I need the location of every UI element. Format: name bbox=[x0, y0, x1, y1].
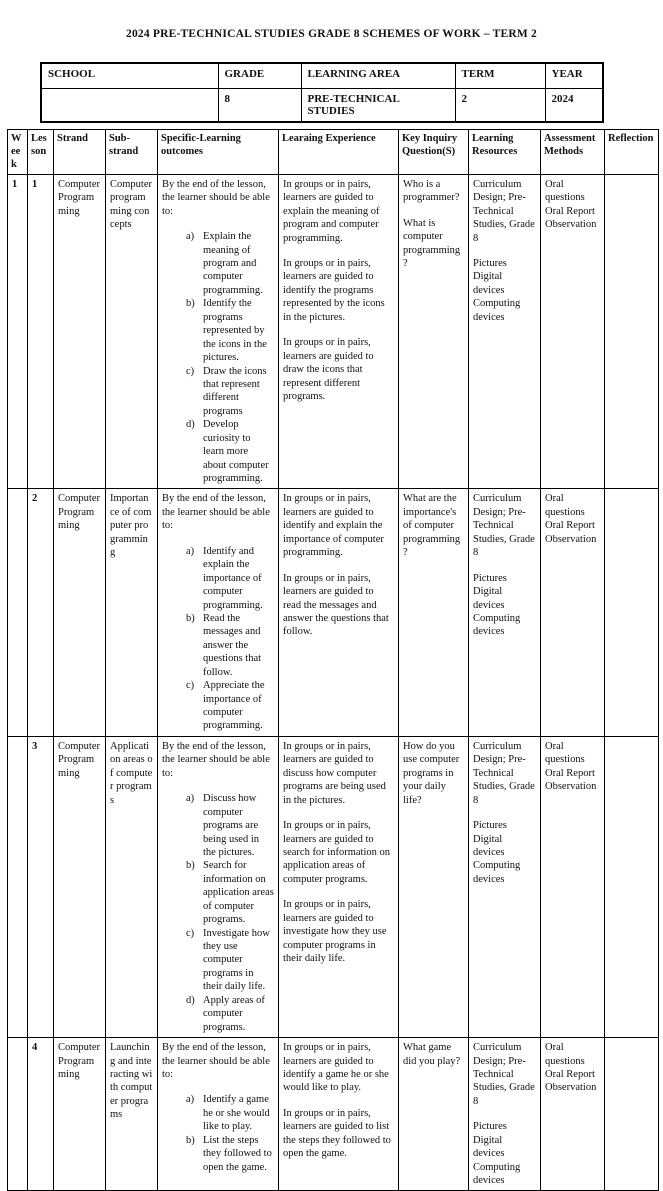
outcome-marker: c) bbox=[186, 679, 203, 733]
page-title: 2024 PRE-TECHNICAL STUDIES GRADE 8 SCHEMES OF WORK – TERM 2 bbox=[4, 28, 659, 40]
week-cell: 1 bbox=[8, 174, 28, 489]
outcomes-cell bbox=[158, 174, 279, 489]
resource-main: Curriculum Design; Pre-Technical Studies, Grade 8 bbox=[473, 1041, 536, 1108]
outcome-item bbox=[186, 1093, 274, 1133]
info-header-school: SCHOOL bbox=[41, 63, 218, 88]
assessment-method: Oral questions bbox=[545, 1041, 600, 1068]
resources-cell bbox=[469, 1038, 541, 1191]
experience-cell bbox=[279, 736, 399, 1037]
resources-cell bbox=[469, 489, 541, 736]
schemes-table bbox=[7, 129, 659, 1191]
resource-item-group bbox=[473, 819, 536, 886]
info-header-year: YEAR bbox=[545, 63, 603, 88]
experience-cell bbox=[279, 489, 399, 736]
assessment-method: Oral Report bbox=[545, 519, 600, 532]
assessment-method: Observation bbox=[545, 780, 600, 793]
outcome-item bbox=[186, 994, 274, 1034]
info-value-grade: 8 bbox=[218, 88, 301, 122]
resource-item: Computing devices bbox=[473, 859, 536, 886]
inquiry-question: What are the importance's of computer programming ? bbox=[403, 492, 464, 559]
assessment-method: Observation bbox=[545, 218, 600, 231]
assessment-method: Observation bbox=[545, 533, 600, 546]
outcome-text: Explain the meaning of program and computer programming. bbox=[203, 230, 274, 297]
lesson-row bbox=[8, 174, 659, 489]
resource-item: Computing devices bbox=[473, 297, 536, 324]
outcome-item bbox=[186, 230, 274, 297]
outcome-item bbox=[186, 679, 274, 733]
assessment-method: Observation bbox=[545, 1081, 600, 1094]
outcome-text: Apply areas of computer programs. bbox=[203, 994, 274, 1034]
outcome-text: Appreciate the importance of computer programming. bbox=[203, 679, 274, 733]
outcomes-intro: By the end of the lesson, the learner should be able to: bbox=[162, 492, 274, 532]
assessment-cell bbox=[541, 174, 605, 489]
assessment-method: Oral Report bbox=[545, 767, 600, 780]
outcome-marker: d) bbox=[186, 994, 203, 1034]
outcome-marker: a) bbox=[186, 230, 203, 297]
info-value-row bbox=[41, 88, 603, 122]
outcomes-intro: By the end of the lesson, the learner should be able to: bbox=[162, 178, 274, 218]
resources-cell bbox=[469, 736, 541, 1037]
outcomes-cell bbox=[158, 1038, 279, 1191]
reflection-cell bbox=[605, 1038, 659, 1191]
reflection-cell bbox=[605, 174, 659, 489]
resource-main: Curriculum Design; Pre-Technical Studies, Grade 8 bbox=[473, 740, 536, 807]
experience-paragraph: In groups or in pairs, learners are guided to discuss how computer programs are being used in the pictures. bbox=[283, 740, 394, 807]
outcomes-list bbox=[162, 792, 274, 1034]
outcome-marker: b) bbox=[186, 297, 203, 364]
resource-item: Pictures bbox=[473, 819, 536, 832]
info-header-row bbox=[41, 63, 603, 88]
resource-item-group bbox=[473, 1120, 536, 1187]
info-header-grade: GRADE bbox=[218, 63, 301, 88]
resource-item: Pictures bbox=[473, 572, 536, 585]
outcome-marker: d) bbox=[186, 418, 203, 485]
outcome-item bbox=[186, 792, 274, 859]
outcome-item bbox=[186, 859, 274, 926]
experience-paragraph: In groups or in pairs, learners are guided to draw the icons that represent different programs. bbox=[283, 336, 394, 403]
outcomes-cell bbox=[158, 736, 279, 1037]
outcome-text: Identify a game he or she would like to play. bbox=[203, 1093, 274, 1133]
inquiry-question: What game did you play? bbox=[403, 1041, 464, 1068]
col-header-key-inquiry: Key Inquiry Question(S) bbox=[399, 129, 469, 174]
resource-item: Digital devices bbox=[473, 833, 536, 860]
lesson-cell: 3 bbox=[28, 736, 54, 1037]
inquiry-question: Who is a programmer? bbox=[403, 178, 464, 205]
experience-cell bbox=[279, 174, 399, 489]
outcome-text: Search for information on application areas of computer programs. bbox=[203, 859, 274, 926]
col-header-assessment: Assessment Methods bbox=[541, 129, 605, 174]
resource-item: Digital devices bbox=[473, 585, 536, 612]
outcome-item bbox=[186, 927, 274, 994]
week-cell bbox=[8, 489, 28, 736]
key-inquiry-cell bbox=[399, 736, 469, 1037]
lesson-cell: 2 bbox=[28, 489, 54, 736]
assessment-method: Oral questions bbox=[545, 740, 600, 767]
lesson-row bbox=[8, 489, 659, 736]
experience-paragraph: In groups or in pairs, learners are guided to investigate how they use computer programs in their daily life. bbox=[283, 898, 394, 965]
col-header-experience: Learaing Experience bbox=[279, 129, 399, 174]
experience-paragraph: In groups or in pairs, learners are guided to list the steps they followed to open the game. bbox=[283, 1107, 394, 1161]
outcomes-intro: By the end of the lesson, the learner should be able to: bbox=[162, 740, 274, 780]
col-header-resources: Learning Resources bbox=[469, 129, 541, 174]
assessment-cell bbox=[541, 736, 605, 1037]
key-inquiry-cell bbox=[399, 174, 469, 489]
resource-item: Pictures bbox=[473, 257, 536, 270]
sub-strand-cell: Computer programming concepts bbox=[106, 174, 158, 489]
outcome-item bbox=[186, 418, 274, 485]
lesson-cell: 4 bbox=[28, 1038, 54, 1191]
strand-cell: Computer Programming bbox=[54, 1038, 106, 1191]
experience-paragraph: In groups or in pairs, learners are guided to identify and explain the importance of computer programming. bbox=[283, 492, 394, 559]
experience-paragraph: In groups or in pairs, learners are guided to search for information on application areas of computer programs. bbox=[283, 819, 394, 886]
outcome-marker: a) bbox=[186, 1093, 203, 1133]
inquiry-question: What is computer programming ? bbox=[403, 217, 464, 271]
outcome-text: Draw the icons that represent different programs bbox=[203, 365, 274, 419]
outcome-text: Investigate how they use computer programs in their daily life. bbox=[203, 927, 274, 994]
lesson-row bbox=[8, 1038, 659, 1191]
outcome-marker: a) bbox=[186, 545, 203, 612]
week-cell bbox=[8, 736, 28, 1037]
info-value-learning-area: PRE-TECHNICAL STUDIES bbox=[301, 88, 455, 122]
info-value-year: 2024 bbox=[545, 88, 603, 122]
strand-cell: Computer Programming bbox=[54, 736, 106, 1037]
assessment-method: Oral questions bbox=[545, 178, 600, 205]
experience-paragraph: In groups or in pairs, learners are guided to identify a game he or she would like to play. bbox=[283, 1041, 394, 1095]
info-value-term: 2 bbox=[455, 88, 545, 122]
col-header-strand: Strand bbox=[54, 129, 106, 174]
strand-cell: Computer Programming bbox=[54, 489, 106, 736]
outcome-item bbox=[186, 297, 274, 364]
assessment-method: Oral questions bbox=[545, 492, 600, 519]
outcome-text: List the steps they followed to open the game. bbox=[203, 1134, 274, 1174]
resource-item: Computing devices bbox=[473, 1161, 536, 1188]
col-header-reflection: Reflection bbox=[605, 129, 659, 174]
info-header-learning-area: LEARNING AREA bbox=[301, 63, 455, 88]
outcome-item bbox=[186, 365, 274, 419]
outcomes-cell bbox=[158, 489, 279, 736]
document-page bbox=[0, 28, 663, 1191]
resources-cell bbox=[469, 174, 541, 489]
sub-strand-cell: Launching and interacting with computer programs bbox=[106, 1038, 158, 1191]
outcome-marker: a) bbox=[186, 792, 203, 859]
sub-strand-cell: Application areas of computer programs bbox=[106, 736, 158, 1037]
experience-paragraph: In groups or in pairs, learners are guided to explain the meaning of program and computer programming. bbox=[283, 178, 394, 245]
outcome-text: Identify and explain the importance of computer programming. bbox=[203, 545, 274, 612]
outcome-marker: c) bbox=[186, 365, 203, 419]
inquiry-question: How do you use computer programs in your daily life? bbox=[403, 740, 464, 807]
col-header-lesson: Lesson bbox=[28, 129, 54, 174]
outcome-text: Discuss how computer programs are being used in the pictures. bbox=[203, 792, 274, 859]
lesson-cell: 1 bbox=[28, 174, 54, 489]
assessment-cell bbox=[541, 489, 605, 736]
outcome-marker: c) bbox=[186, 927, 203, 994]
resource-item: Computing devices bbox=[473, 612, 536, 639]
strand-cell: Computer Programming bbox=[54, 174, 106, 489]
assessment-cell bbox=[541, 1038, 605, 1191]
reflection-cell bbox=[605, 736, 659, 1037]
outcome-marker: b) bbox=[186, 612, 203, 679]
assessment-method: Oral Report bbox=[545, 1068, 600, 1081]
schemes-header-row bbox=[8, 129, 659, 174]
resource-item: Pictures bbox=[473, 1120, 536, 1133]
week-cell bbox=[8, 1038, 28, 1191]
outcome-item bbox=[186, 1134, 274, 1174]
col-header-outcomes: Specific-Learning outcomes bbox=[158, 129, 279, 174]
resource-item-group bbox=[473, 572, 536, 639]
info-table bbox=[40, 62, 604, 123]
sub-strand-cell: Importance of computer programming bbox=[106, 489, 158, 736]
outcome-text: Read the messages and answer the questions that follow. bbox=[203, 612, 274, 679]
outcomes-list bbox=[162, 545, 274, 733]
key-inquiry-cell bbox=[399, 1038, 469, 1191]
outcome-marker: b) bbox=[186, 859, 203, 926]
resource-main: Curriculum Design; Pre-Technical Studies, Grade 8 bbox=[473, 178, 536, 245]
info-value-school bbox=[41, 88, 218, 122]
outcome-text: Develop curiosity to learn more about computer programming. bbox=[203, 418, 274, 485]
outcomes-list bbox=[162, 1093, 274, 1174]
resource-main: Curriculum Design; Pre-Technical Studies, Grade 8 bbox=[473, 492, 536, 559]
outcome-marker: b) bbox=[186, 1134, 203, 1174]
experience-paragraph: In groups or in pairs, learners are guided to identify the programs represented by the icons in the pictures. bbox=[283, 257, 394, 324]
experience-paragraph: In groups or in pairs, learners are guided to read the messages and answer the questions that follow. bbox=[283, 572, 394, 639]
outcomes-list bbox=[162, 230, 274, 485]
lesson-row bbox=[8, 736, 659, 1037]
outcome-item bbox=[186, 612, 274, 679]
resource-item-group bbox=[473, 257, 536, 324]
experience-cell bbox=[279, 1038, 399, 1191]
col-header-week: Week bbox=[8, 129, 28, 174]
info-header-term: TERM bbox=[455, 63, 545, 88]
outcome-text: Identify the programs represented by the icons in the pictures. bbox=[203, 297, 274, 364]
key-inquiry-cell bbox=[399, 489, 469, 736]
reflection-cell bbox=[605, 489, 659, 736]
col-header-sub-strand: Sub-strand bbox=[106, 129, 158, 174]
outcome-item bbox=[186, 545, 274, 612]
resource-item: Digital devices bbox=[473, 270, 536, 297]
resource-item: Digital devices bbox=[473, 1134, 536, 1161]
assessment-method: Oral Report bbox=[545, 205, 600, 218]
outcomes-intro: By the end of the lesson, the learner should be able to: bbox=[162, 1041, 274, 1081]
